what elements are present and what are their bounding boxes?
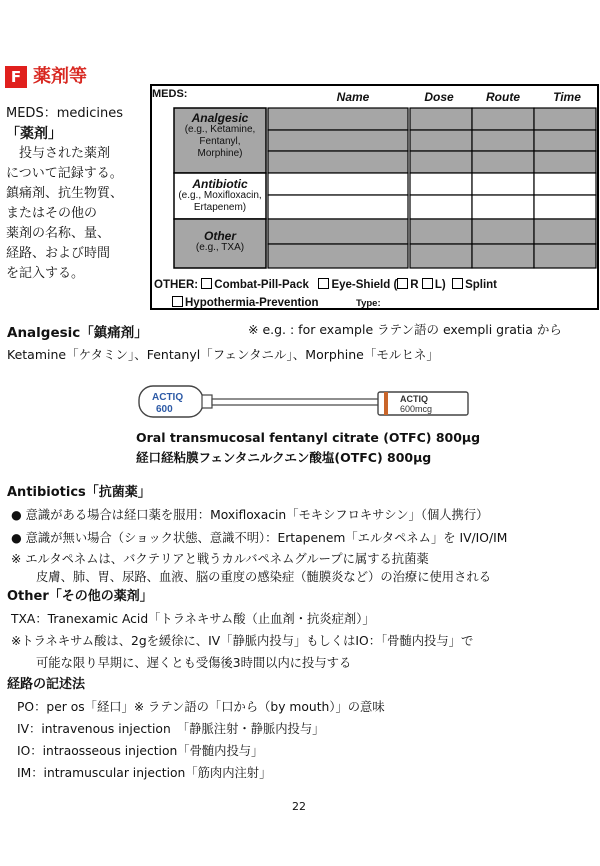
eg-note: ※ e.g. : for example ラテン語の exempli gratia から bbox=[248, 322, 562, 337]
meds-term-japanese: 「薬剤」 bbox=[6, 126, 62, 142]
meds-entry-cell[interactable] bbox=[472, 244, 534, 268]
meds-description bbox=[6, 104, 144, 284]
meds-entry-cell[interactable] bbox=[268, 219, 408, 244]
meds-entry-cell[interactable] bbox=[268, 108, 408, 130]
section-title: 薬剤等 bbox=[33, 66, 87, 87]
group-analgesic bbox=[174, 112, 266, 160]
meds-entry-cell[interactable] bbox=[534, 195, 596, 219]
group-analgesic-example: (e.g., Ketamine, bbox=[184, 124, 256, 135]
other-label: OTHER: bbox=[154, 279, 199, 291]
meds-description-line: について記録する。 bbox=[6, 166, 123, 181]
meds-entry-cell[interactable] bbox=[410, 130, 472, 151]
group-other-title: Other bbox=[203, 229, 236, 243]
hypothermia-checkbox[interactable] bbox=[172, 296, 183, 307]
analgesic-heading: Analgesic「鎮痛剤」 bbox=[7, 325, 148, 341]
route-im: IM：intramuscular injection「筋肉内注射」 bbox=[17, 766, 272, 780]
meds-entry-cell[interactable] bbox=[268, 151, 408, 173]
meds-entry-cell[interactable] bbox=[534, 130, 596, 151]
splint-checkbox[interactable] bbox=[452, 278, 463, 289]
meds-description-line: 経路、および時間 bbox=[6, 246, 111, 261]
actiq-lozenge-image bbox=[138, 383, 470, 423]
meds-entry-cell[interactable] bbox=[410, 219, 472, 244]
meds-entry-cell[interactable] bbox=[472, 108, 534, 130]
analgesic-drugs: Ketamine「ケタミン」、Fentanyl「フェンタニル」、Morphine「モルヒネ」 bbox=[7, 347, 439, 362]
other-heading: Other「その他の薬剤」 bbox=[7, 589, 153, 604]
eye-shield-label: Eye-Shield ( bbox=[331, 279, 398, 291]
group-analgesic-example: Morphine) bbox=[197, 148, 243, 159]
actiq-stripe bbox=[384, 392, 388, 415]
meds-entry-cell[interactable] bbox=[534, 219, 596, 244]
meds-form bbox=[150, 84, 600, 310]
actiq-left-text-2: 600 bbox=[156, 404, 173, 415]
type-input-line[interactable] bbox=[386, 308, 596, 309]
meds-entry-cell[interactable] bbox=[268, 195, 408, 219]
hypothermia-row bbox=[172, 296, 319, 309]
group-antibiotic-example: Ertapenem) bbox=[193, 202, 247, 213]
meds-description-line: 薬剤の名称、量、 bbox=[6, 226, 111, 241]
antibiotics-bullet: ● 意識がある場合は経口薬を服用：Moxifloxacin「モキシフロキサシン」（個人携行） bbox=[11, 508, 489, 522]
group-other-example: (e.g., TXA) bbox=[195, 242, 245, 253]
txa-note: ※トラネキサム酸は、2gを緩徐に、IV「静脈内投与」もしくはIO：「骨髄内投与」で bbox=[11, 634, 474, 648]
meds-entry-cell[interactable] bbox=[472, 151, 534, 173]
group-analgesic-title: Analgesic bbox=[191, 111, 249, 125]
actiq-right-text-1: ACTIQ bbox=[400, 394, 428, 404]
route-po: PO：per os「経口」※ ラテン語の「口から（by mouth）」の意味 bbox=[17, 700, 385, 714]
txa-line: TXA：Tranexamic Acid「トラネキサム酸（止血剤・抗炎症剤）」 bbox=[11, 612, 375, 626]
page-number: 22 bbox=[292, 800, 306, 813]
column-header-route: Route bbox=[486, 90, 520, 104]
meds-entry-cell[interactable] bbox=[410, 108, 472, 130]
eye-shield-checkbox[interactable] bbox=[318, 278, 329, 289]
meds-description-line: を記入する。 bbox=[6, 266, 85, 281]
meds-entry-cell[interactable] bbox=[534, 151, 596, 173]
meds-entry-cell[interactable] bbox=[410, 195, 472, 219]
meds-entry-cell[interactable] bbox=[472, 173, 534, 195]
column-header-time: Time bbox=[553, 90, 581, 104]
actiq-left-text-1: ACTIQ bbox=[152, 392, 184, 403]
eye-right-checkbox[interactable] bbox=[397, 278, 408, 289]
meds-form-label: MEDS: bbox=[152, 88, 188, 100]
routes-heading: 経路の記述法 bbox=[7, 677, 86, 692]
meds-entry-cell[interactable] bbox=[410, 151, 472, 173]
group-other bbox=[174, 230, 266, 254]
combat-pill-pack-checkbox[interactable] bbox=[201, 278, 212, 289]
meds-entry-cell[interactable] bbox=[268, 244, 408, 268]
group-antibiotic bbox=[174, 178, 266, 214]
other-options-row bbox=[154, 278, 497, 291]
meds-entry-cell[interactable] bbox=[534, 108, 596, 130]
type-label: Type: bbox=[356, 298, 381, 309]
txa-note: 可能な限り早期に、遅くとも受傷後3時間以内に投与する bbox=[36, 656, 352, 670]
column-header-name: Name bbox=[336, 90, 370, 104]
actiq-caption-japanese: 経口経粘膜フェンタニルクエン酸塩(OTFC) 800μg bbox=[136, 450, 432, 465]
ertapenem-note: ※ エルタペネムは、バクテリアと戦うカルバペネムグループに属する抗菌薬 bbox=[11, 552, 429, 566]
group-antibiotic-example: (e.g., Moxifloxacin, bbox=[178, 190, 262, 201]
antibiotics-bullet: ● 意識が無い場合（ショック状態、意識不明）：Ertapenem「エルタペネム」を IV/IO/IM bbox=[11, 531, 508, 545]
combat-pill-pack-label: Combat-Pill-Pack bbox=[214, 279, 309, 291]
meds-description-line: 投与された薬剤 bbox=[6, 146, 111, 161]
meds-term: MEDS：medicines bbox=[6, 106, 123, 121]
actiq-right-text-2: 600mcg bbox=[400, 404, 433, 414]
eye-left-checkbox[interactable] bbox=[422, 278, 433, 289]
meds-entry-cell[interactable] bbox=[472, 195, 534, 219]
route-iv: IV：intravenous injection 「静脈注射・静脈内投与」 bbox=[17, 722, 325, 736]
meds-entry-cell[interactable] bbox=[534, 244, 596, 268]
column-header-dose: Dose bbox=[424, 90, 454, 104]
meds-description-line: またはその他の bbox=[6, 206, 98, 221]
route-io: IO：intraosseous injection「骨髄内投与」 bbox=[17, 744, 264, 758]
eye-right-label: R bbox=[410, 279, 419, 291]
group-antibiotic-title: Antibiotic bbox=[192, 177, 248, 191]
meds-entry-cell[interactable] bbox=[472, 219, 534, 244]
section-letter-badge: F bbox=[5, 66, 27, 88]
meds-description-line: 鎮痛剤、抗生物質、 bbox=[6, 186, 124, 201]
ertapenem-note: 皮膚、肺、胃、尿路、血液、脳の重度の感染症（髄膜炎など）の治療に使用される bbox=[36, 570, 491, 584]
group-analgesic-example: Fentanyl, bbox=[199, 136, 241, 147]
splint-label: Splint bbox=[465, 279, 498, 291]
meds-entry-cell[interactable] bbox=[410, 244, 472, 268]
meds-entry-cell[interactable] bbox=[268, 173, 408, 195]
actiq-caption-english: Oral transmucosal fentanyl citrate (OTFC) 800μg bbox=[136, 430, 481, 445]
meds-entry-cell[interactable] bbox=[534, 173, 596, 195]
eye-left-label: L) bbox=[434, 279, 446, 291]
hypothermia-label: Hypothermia-Prevention bbox=[185, 297, 319, 309]
antibiotics-heading: Antibiotics「抗菌薬」 bbox=[7, 485, 151, 500]
meds-entry-cell[interactable] bbox=[268, 130, 408, 151]
meds-entry-cell[interactable] bbox=[410, 173, 472, 195]
meds-entry-cell[interactable] bbox=[472, 130, 534, 151]
